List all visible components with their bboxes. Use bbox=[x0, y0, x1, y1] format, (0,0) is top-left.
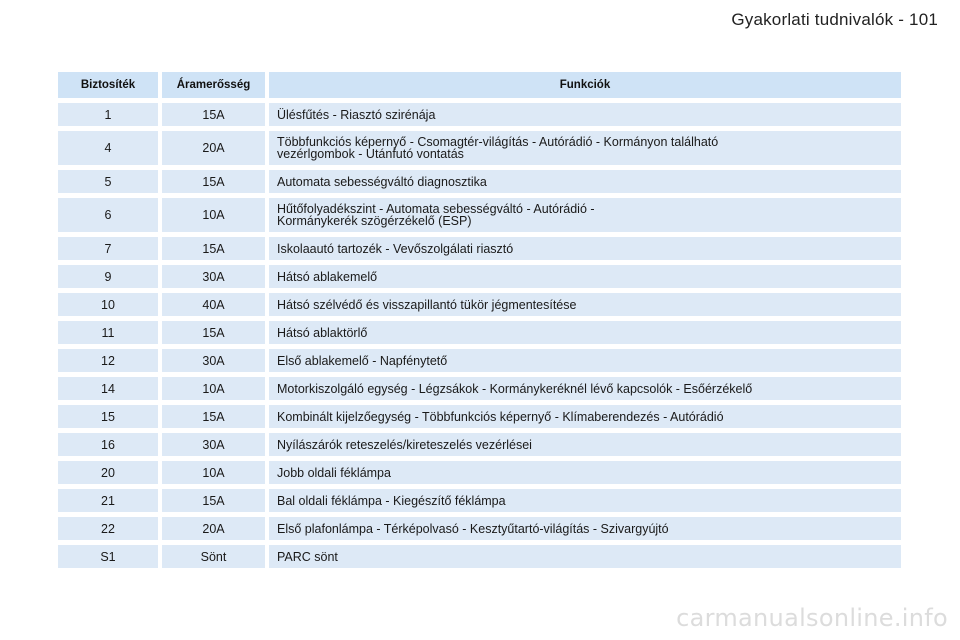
table-row bbox=[58, 433, 901, 456]
fuse-amperage: 40A bbox=[158, 293, 265, 316]
table-row bbox=[58, 377, 901, 400]
table-row bbox=[58, 265, 901, 288]
fuse-number: 5 bbox=[58, 170, 158, 193]
fuse-function: Hátsó szélvédő és visszapillantó tükör jégmentesítése bbox=[265, 293, 901, 316]
fuse-number: 15 bbox=[58, 405, 158, 428]
table-row bbox=[58, 170, 901, 193]
fuse-function: Bal oldali féklámpa - Kiegészítő féklámpa bbox=[265, 489, 901, 512]
fuse-function: Hátsó ablakemelő bbox=[265, 265, 901, 288]
fuse-amperage: 10A bbox=[158, 461, 265, 484]
fuse-function: Motorkiszolgáló egység - Légzsákok - Kormánykeréknél lévő kapcsolók - Esőérzékelő bbox=[265, 377, 901, 400]
fuse-number: 22 bbox=[58, 517, 158, 540]
page-title: Gyakorlati tudnivalók - 101 bbox=[731, 10, 938, 29]
table-header-row bbox=[58, 72, 901, 98]
table-row bbox=[58, 321, 901, 344]
fuse-number: 20 bbox=[58, 461, 158, 484]
fuse-amperage: 30A bbox=[158, 349, 265, 372]
fuse-number: 11 bbox=[58, 321, 158, 344]
fuse-function: Többfunkciós képernyő - Csomagtér-világítás - Autórádió - Kormányon található vezérlgombok - Utánfutó vontatás bbox=[265, 131, 901, 165]
fuse-number: 14 bbox=[58, 377, 158, 400]
fuse-number: 10 bbox=[58, 293, 158, 316]
column-header-fuse: Biztosíték bbox=[58, 72, 158, 98]
fuse-number: S1 bbox=[58, 545, 158, 568]
fuse-amperage: 10A bbox=[158, 377, 265, 400]
table-row bbox=[58, 405, 901, 428]
fuse-amperage: 30A bbox=[158, 265, 265, 288]
fuse-function: PARC sönt bbox=[265, 545, 901, 568]
fuse-function: Kombinált kijelzőegység - Többfunkciós képernyő - Klímaberendezés - Autórádió bbox=[265, 405, 901, 428]
fuse-table bbox=[58, 67, 901, 573]
fuse-amperage: 15A bbox=[158, 489, 265, 512]
table-row bbox=[58, 131, 901, 165]
fuse-amperage: 20A bbox=[158, 517, 265, 540]
fuse-number: 6 bbox=[58, 198, 158, 232]
fuse-function: Jobb oldali féklámpa bbox=[265, 461, 901, 484]
fuse-amperage: Sönt bbox=[158, 545, 265, 568]
fuse-amperage: 15A bbox=[158, 405, 265, 428]
table-row bbox=[58, 489, 901, 512]
column-header-amperage: Áramerősség bbox=[158, 72, 265, 98]
fuse-amperage: 15A bbox=[158, 170, 265, 193]
fuse-function: Automata sebességváltó diagnosztika bbox=[265, 170, 901, 193]
table-row bbox=[58, 349, 901, 372]
column-header-functions: Funkciók bbox=[265, 72, 901, 98]
table-row bbox=[58, 103, 901, 126]
fuse-function: Hűtőfolyadékszint - Automata sebességváltó - Autórádió - Kormánykerék szögérzékelő (ESP) bbox=[265, 198, 901, 232]
fuse-amperage: 20A bbox=[158, 131, 265, 165]
fuse-number: 4 bbox=[58, 131, 158, 165]
fuse-function: Ülésfűtés - Riasztó szirénája bbox=[265, 103, 901, 126]
table-row bbox=[58, 198, 901, 232]
table-row bbox=[58, 237, 901, 260]
fuse-amperage: 15A bbox=[158, 237, 265, 260]
fuse-amperage: 30A bbox=[158, 433, 265, 456]
fuse-number: 9 bbox=[58, 265, 158, 288]
fuse-number: 12 bbox=[58, 349, 158, 372]
fuse-number: 1 bbox=[58, 103, 158, 126]
fuse-function: Iskolaautó tartozék - Vevőszolgálati riasztó bbox=[265, 237, 901, 260]
fuse-amperage: 15A bbox=[158, 103, 265, 126]
table-row bbox=[58, 545, 901, 568]
table-row bbox=[58, 461, 901, 484]
fuse-function: Nyílászárók reteszelés/kireteszelés vezérlései bbox=[265, 433, 901, 456]
fuse-amperage: 15A bbox=[158, 321, 265, 344]
fuse-amperage: 10A bbox=[158, 198, 265, 232]
fuse-function: Első ablakemelő - Napfénytető bbox=[265, 349, 901, 372]
watermark: carmanualsonline.info bbox=[676, 604, 948, 632]
fuse-number: 7 bbox=[58, 237, 158, 260]
table-row bbox=[58, 517, 901, 540]
fuse-number: 16 bbox=[58, 433, 158, 456]
fuse-function: Hátsó ablaktörlő bbox=[265, 321, 901, 344]
table-row bbox=[58, 293, 901, 316]
fuse-number: 21 bbox=[58, 489, 158, 512]
fuse-function: Első plafonlámpa - Térképolvasó - Kesztyűtartó-világítás - Szivargyújtó bbox=[265, 517, 901, 540]
